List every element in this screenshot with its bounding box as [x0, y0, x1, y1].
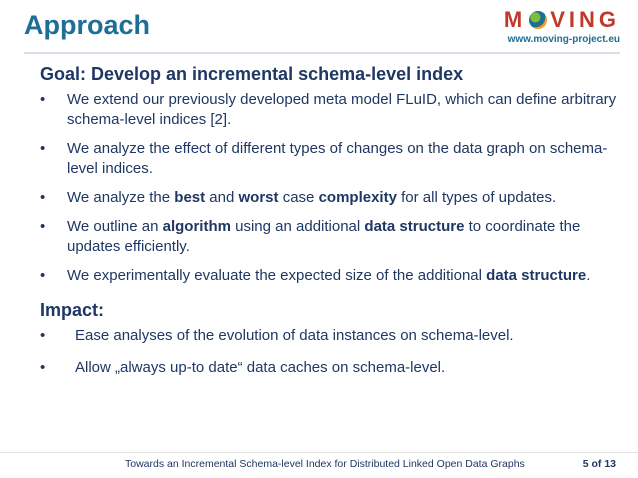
goal-heading: Goal: Develop an incremental schema-level index — [40, 64, 464, 84]
slide-content — [40, 64, 624, 390]
goal-item-3-text-4: for all types of updates. — [396, 189, 557, 206]
goal-item-4-text-3: to coordinate the updates efficiently. — [67, 218, 581, 255]
goal-item-2 — [40, 139, 624, 179]
bullet: • — [40, 267, 46, 284]
emphasis-best: best — [174, 189, 206, 206]
impact-heading: Impact: — [40, 300, 105, 320]
impact-item-1-text: Ease analyses of the evolution of data instances on schema-level. — [75, 327, 514, 344]
header — [0, 0, 638, 54]
header-separator — [24, 52, 620, 54]
page-number: 5 of 13 — [582, 458, 616, 470]
goal-item-3-text-2: and — [205, 189, 239, 206]
moving-logo — [504, 7, 620, 45]
logo-letters-ving: VING — [550, 7, 620, 32]
emphasis-worst: worst — [238, 189, 279, 206]
goal-item-4 — [40, 217, 624, 257]
emphasis-data-structure: data structure — [364, 218, 465, 235]
impact-item-2 — [40, 358, 624, 378]
globe-icon — [529, 11, 547, 29]
goal-item-1 — [40, 90, 624, 130]
slide-title: Approach — [24, 10, 151, 40]
logo-letter-m: M — [503, 7, 527, 32]
goal-item-4-text-2: using an additional — [230, 218, 365, 235]
goal-item-2-text: We analyze the effect of different types of changes on the data graph on schema-level indices. — [67, 140, 608, 177]
goal-item-5-text: We experimentally evaluate the expected size of the additional — [67, 267, 487, 284]
impact-list — [40, 326, 624, 378]
goal-item-3-text-3: case — [278, 189, 319, 206]
emphasis-complexity: complexity — [318, 189, 397, 206]
emphasis-algorithm: algorithm — [162, 218, 231, 235]
goal-item-5 — [40, 266, 624, 286]
emphasis-data-structure: data structure — [486, 267, 587, 284]
impact-item-2-text: Allow „always up-to date“ data caches on schema-level. — [75, 359, 446, 376]
bullet: • — [40, 218, 46, 235]
logo-url: www.moving-project.eu — [507, 34, 620, 45]
footer-title: Towards an Incremental Schema-level Index for Distributed Linked Open Data Graphs — [125, 458, 525, 470]
footer-separator — [0, 452, 638, 453]
bullet: • — [40, 359, 46, 376]
goal-item-1-text: We extend our previously developed meta model FLuID, which can define arbitrary schema-level indices [2]. — [67, 91, 617, 128]
impact-item-1 — [40, 326, 624, 346]
goal-item-4-text: We outline an — [67, 218, 163, 235]
goal-item-3 — [40, 188, 624, 208]
goal-list — [40, 90, 624, 286]
bullet: • — [40, 140, 46, 157]
goal-item-5-text-2: . — [586, 267, 591, 284]
bullet: • — [40, 327, 46, 344]
bullet: • — [40, 189, 46, 206]
goal-item-3-text: We analyze the — [67, 189, 175, 206]
bullet: • — [40, 91, 46, 108]
logo-wordmark — [504, 7, 620, 33]
